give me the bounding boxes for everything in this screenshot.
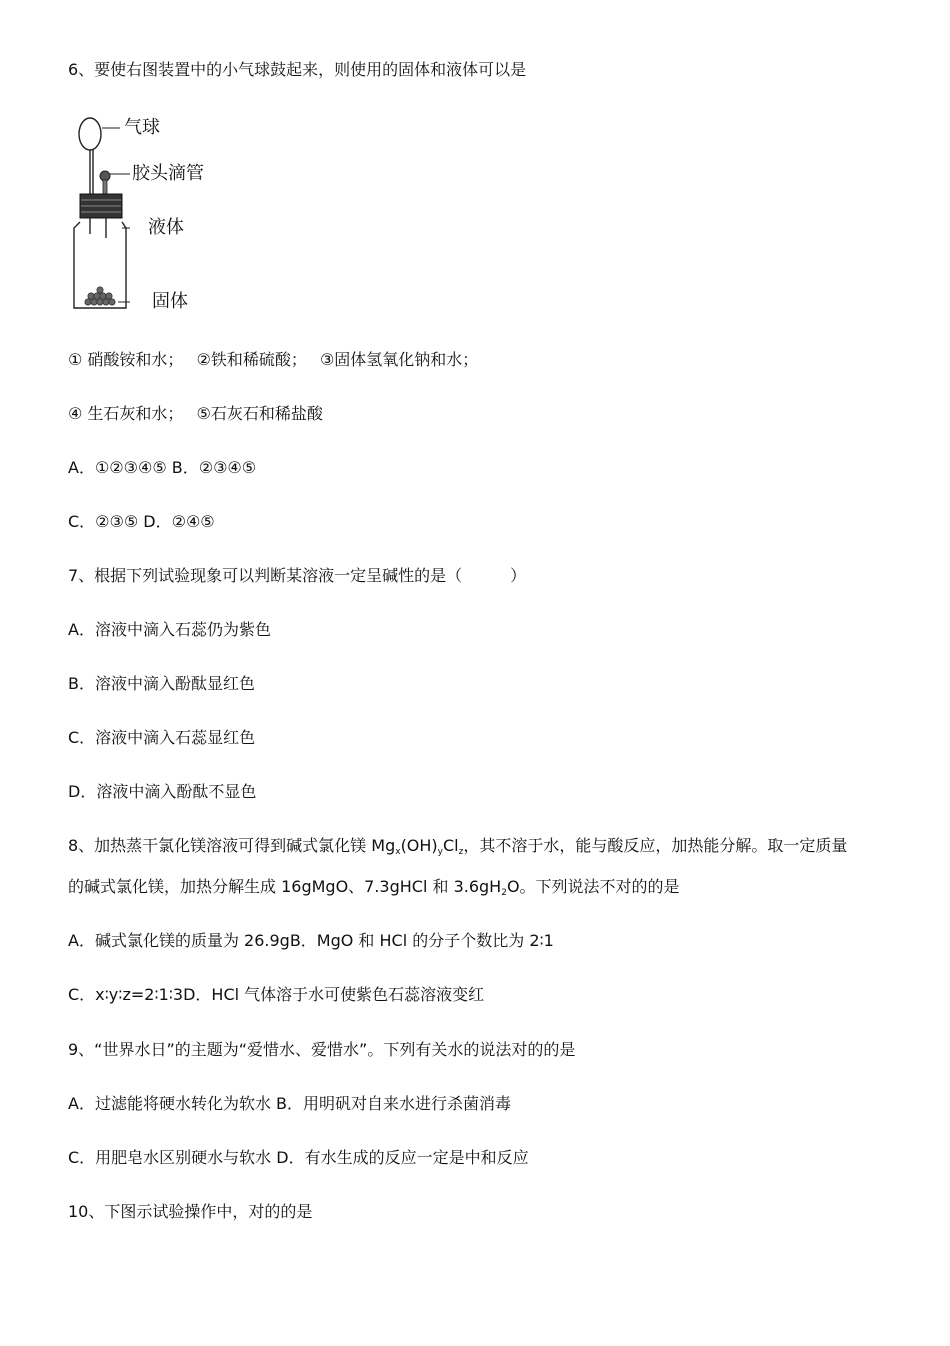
q8-stem-line1: 8、加热蒸干氯化镁溶液可得到碱式氯化镁 $Mg_x(OH)_yCl_z$，其不溶于水，能与酸反应，加热能分解。取一定质量 — [68, 836, 848, 857]
q8-options-ab: A．碱式氯化镁的质量为 26.9gB．MgO 和 HCl 的分子个数比为 2∶1 — [68, 931, 554, 950]
label-dropper: 胶头滴管 — [132, 163, 204, 184]
q6-stem: 6、要使右图装置中的小气球鼓起来，则使用的固体和液体可以是 — [68, 60, 527, 79]
label-liquid: 液体 — [148, 217, 184, 238]
solid-particles — [85, 287, 115, 305]
q8-options-cd: C．x∶y∶z=2∶1∶3D．HCl 气体溶于水可使紫色石蕊溶液变红 — [68, 985, 485, 1004]
q7-option-a: A．溶液中滴入石蕊仍为紫色 — [68, 620, 271, 639]
q6-answer-cd: C．②③⑤ D．②④⑤ — [68, 512, 215, 531]
q7-option-c: C．溶液中滴入石蕊显红色 — [68, 728, 256, 747]
q6-answer-ab: A．①②③④⑤ B．②③④⑤ — [68, 458, 257, 477]
q7-option-d: D．溶液中滴入酚酞不显色 — [68, 782, 257, 801]
q7-stem: 7、根据下列试验现象可以判断某溶液一定呈碱性的是（ ） — [68, 566, 527, 585]
balloon-shape — [79, 118, 101, 150]
q9-options-ab: A．过滤能将硬水转化为软水 B．用明矾对自来水进行杀菌消毒 — [68, 1094, 512, 1113]
q10-stem: 10、下图示试验操作中，对的的是 — [68, 1202, 313, 1221]
label-solid: 固体 — [152, 291, 188, 312]
q9-stem: 9、“世界水日”的主题为“爱惜水、爱惜水”。下列有关水的说法对的的是 — [68, 1040, 576, 1059]
q9-options-cd: C．用肥皂水区别硬水与软水 D．有水生成的反应一定是中和反应 — [68, 1148, 529, 1167]
apparatus-drawing — [60, 112, 130, 322]
q6-options-line2: ④ 生石灰和水； ⑤石灰石和稀盐酸 — [68, 404, 323, 423]
q6-apparatus-figure — [60, 112, 250, 322]
label-balloon: 气球 — [124, 117, 160, 138]
q6-options-line1: ① 硝酸铵和水； ②铁和稀硫酸； ③固体氢氧化钠和水； — [68, 350, 479, 369]
dropper-bulb — [100, 171, 110, 181]
q7-option-b: B．溶液中滴入酚酞显红色 — [68, 674, 255, 693]
q8-stem-line2: 的碱式氯化镁，加热分解生成 16gMgO、7.3gHCl 和 $3.6gH_2O$。下列说法不对的的是 — [68, 877, 680, 898]
